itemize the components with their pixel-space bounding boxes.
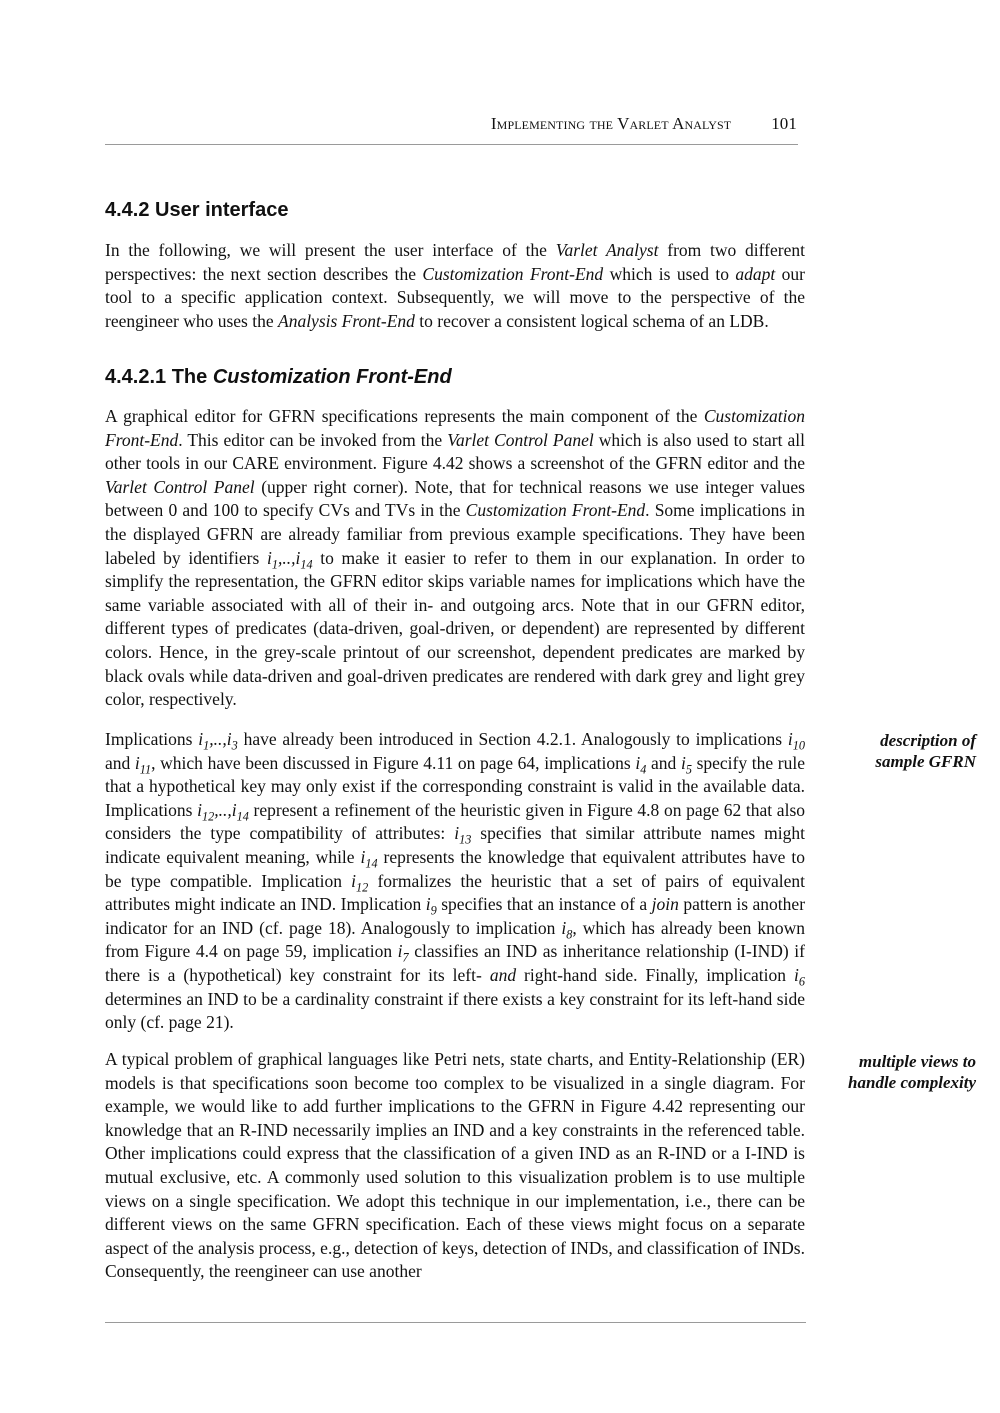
math-var: i — [680, 752, 686, 773]
math-sub: 7 — [402, 950, 409, 965]
margin-note-line: handle complexity — [848, 1073, 976, 1092]
math-var: i — [231, 799, 237, 820]
text-run: to recover a consistent logical schema of an LDB. — [414, 310, 769, 331]
text-run: from two different perspectives: the next section describes the — [105, 240, 805, 284]
paragraph-implications — [105, 728, 805, 1035]
margin-note-line: sample GFRN — [875, 752, 976, 771]
text-run: (upper right corner). Note, that for technical reasons we use integer values between 0 and 100 to specify CVs and TVs in the — [105, 476, 805, 521]
text-run: have already been introduced in Section 4.2.1. Analogously to implications — [237, 729, 788, 749]
subsection-title: Customization Front-End — [212, 366, 452, 388]
text-run: , which have been discussed in Figure 4.11 on page 64, implications — [151, 752, 636, 773]
text-run: specifies that an instance of a — [436, 894, 652, 915]
math-var: i — [561, 917, 567, 938]
margin-note-sample-gfrn — [816, 730, 976, 772]
math-var: i — [794, 964, 799, 985]
subsection-number: 4.4.2.1 The — [105, 366, 213, 388]
math-sub: 6 — [798, 974, 805, 989]
math-var: i — [198, 729, 204, 749]
emphasis: Customization Front-End — [465, 500, 646, 521]
math-var: i — [425, 894, 431, 915]
math-sub: 13 — [459, 832, 472, 847]
math-sub: 1 — [271, 556, 278, 571]
paragraph-editor — [105, 405, 805, 712]
text-run: A graphical editor for GFRN specifications represents the main component of the — [105, 406, 704, 426]
emphasis: join — [651, 894, 679, 915]
math-sub: 3 — [231, 738, 238, 753]
math-var: i — [787, 729, 793, 749]
text-run: In the following, we will present the user interface of the — [105, 240, 556, 260]
math-sub: 14 — [365, 856, 378, 871]
math-var: i — [360, 846, 366, 867]
math-var: i — [197, 799, 203, 820]
math-var: i — [635, 752, 641, 773]
emphasis: Varlet Analyst — [555, 240, 659, 260]
math-var: i — [295, 547, 301, 568]
text-run: right-hand side. Finally, implication — [516, 964, 794, 985]
header-rule — [105, 144, 798, 145]
math-sep: ,.., — [277, 547, 296, 568]
math-sep: ,.., — [214, 799, 232, 820]
text-run: Implications — [105, 729, 199, 749]
math-sub: 10 — [792, 738, 806, 753]
text-run: and — [105, 752, 135, 773]
math-var: i — [226, 729, 232, 749]
running-title: Implementing the Varlet Analyst — [490, 114, 732, 133]
math-var: i — [454, 823, 460, 844]
text-run: specifies that similar attribute names might indicate equivalent meaning, while — [105, 823, 805, 867]
text-run: determines an IND to be a cardinality constraint if there exists a key constraint for its left-hand side only (cf. page 21). — [105, 988, 805, 1033]
emphasis: Customization Front-End — [422, 263, 604, 284]
text-run: . This editor can be invoked from the — [178, 429, 448, 450]
text-run: and — [646, 752, 681, 773]
text-run: formalizes the heuristic that a set of pairs of equivalent attributes might indicate an IND. Implication — [105, 870, 805, 915]
text-run: , which has already been known from Figure 4.4 on page 59, implication — [105, 917, 805, 962]
text-run: . Some implications in the displayed GFRN are already familiar from previous example specifications. They have been labeled by identifiers — [105, 500, 805, 568]
math-sub: 8 — [566, 927, 573, 942]
margin-note-line: description of — [880, 731, 976, 750]
math-var: i — [266, 547, 272, 568]
math-sub: 14 — [236, 809, 249, 824]
text-run: pattern is another indicator for an IND (cf. page 18). Analogously to implication — [105, 894, 806, 938]
margin-note-multiple-views — [816, 1051, 976, 1093]
math-sub: 4 — [640, 761, 647, 776]
running-header — [105, 112, 797, 136]
math-sub: 1 — [203, 738, 210, 753]
math-var: i — [351, 870, 357, 891]
text-run: classifies an IND as inheritance relationship (I-IND) if there is a (hypothetical) key constraint for its left- — [105, 941, 805, 985]
text-run: which is also used to start all other tools in our CARE environment. Figure 4.42 shows a screenshot of the GFRN editor and the — [105, 429, 805, 474]
text-run: specify the rule that a hypothetical key may only exist if the corresponding constraint is valid in the available data. Implications — [105, 752, 805, 820]
emphasis: Customization Front-End — [105, 406, 805, 450]
math-sub: 14 — [300, 556, 313, 571]
paragraph-intro — [105, 239, 805, 333]
emphasis: adapt — [735, 263, 776, 284]
footer-rule — [105, 1322, 806, 1323]
page-number: 101 — [771, 114, 797, 133]
emphasis: and — [489, 964, 517, 985]
math-var: i — [397, 941, 403, 962]
emphasis: Varlet Control Panel — [105, 476, 255, 497]
margin-note-line: multiple views to — [858, 1052, 976, 1071]
math-sub: 9 — [430, 903, 437, 918]
emphasis: Varlet Control Panel — [447, 429, 594, 450]
paragraph-multiple-views: A typical problem of graphical languages like Petri nets, state charts, and Entity-Relationship (ER) models is that specifications soon become too complex to be visualized in a single diagram. For example, we would like to add further implications to the GFRN in Figure 4.42 representing our knowledge that an R-IND necessarily implies an IND and a key constraints in the referenced table. Other implications could express that the classification of a given IND as an R-IND or a I-IND is mutual exclusive, etc. A commonly used solution to this visualization problem is to use multiple views on a single specification. We adopt this technique in our implementation, i.e., there can be different views on the same GFRN specification. Each of these views might focus on a separate aspect of the analysis process, e.g., detection of keys, detection of INDs, and classification of INDs. Consequently, the reengineer can use another — [105, 1049, 805, 1282]
subsection-heading — [105, 364, 452, 390]
math-sub: 12 — [356, 879, 369, 894]
section-heading: 4.4.2 User interface — [105, 199, 289, 221]
math-sep: ,.., — [209, 729, 227, 749]
text-run: which is used to — [603, 263, 736, 284]
emphasis: Analysis Front-End — [278, 310, 415, 331]
text-run: represents the knowledge that equivalent attributes have to be type compatible. Implication — [105, 846, 805, 891]
math-sub: 11 — [139, 761, 152, 776]
math-var: i — [134, 752, 140, 773]
text-run: our tool to a specific application context. Subsequently, we will move to the perspective of the reengineer who uses the — [105, 263, 806, 331]
math-sub: 5 — [685, 761, 692, 776]
text-run: represent a refinement of the heuristic given in Figure 4.8 on page 62 that also considers the type compatibility of attributes: — [105, 799, 806, 844]
math-sub: 12 — [202, 809, 215, 824]
text-run: to make it easier to refer to them in our explanation. In order to simplify the representation, the GFRN editor skips variable names for implications which have the same variable associated with all of their in- and outgoing arcs. Note that in our GFRN editor, different types of predicates (data-driven, goal-driven, or dependent) are represented by different colors. Hence, in the grey-scale printout of our screenshot, dependent predicates are marked by black ovals while data-driven and goal-driven predicates are rendered with dark grey and light grey color, respectively. — [105, 547, 805, 710]
